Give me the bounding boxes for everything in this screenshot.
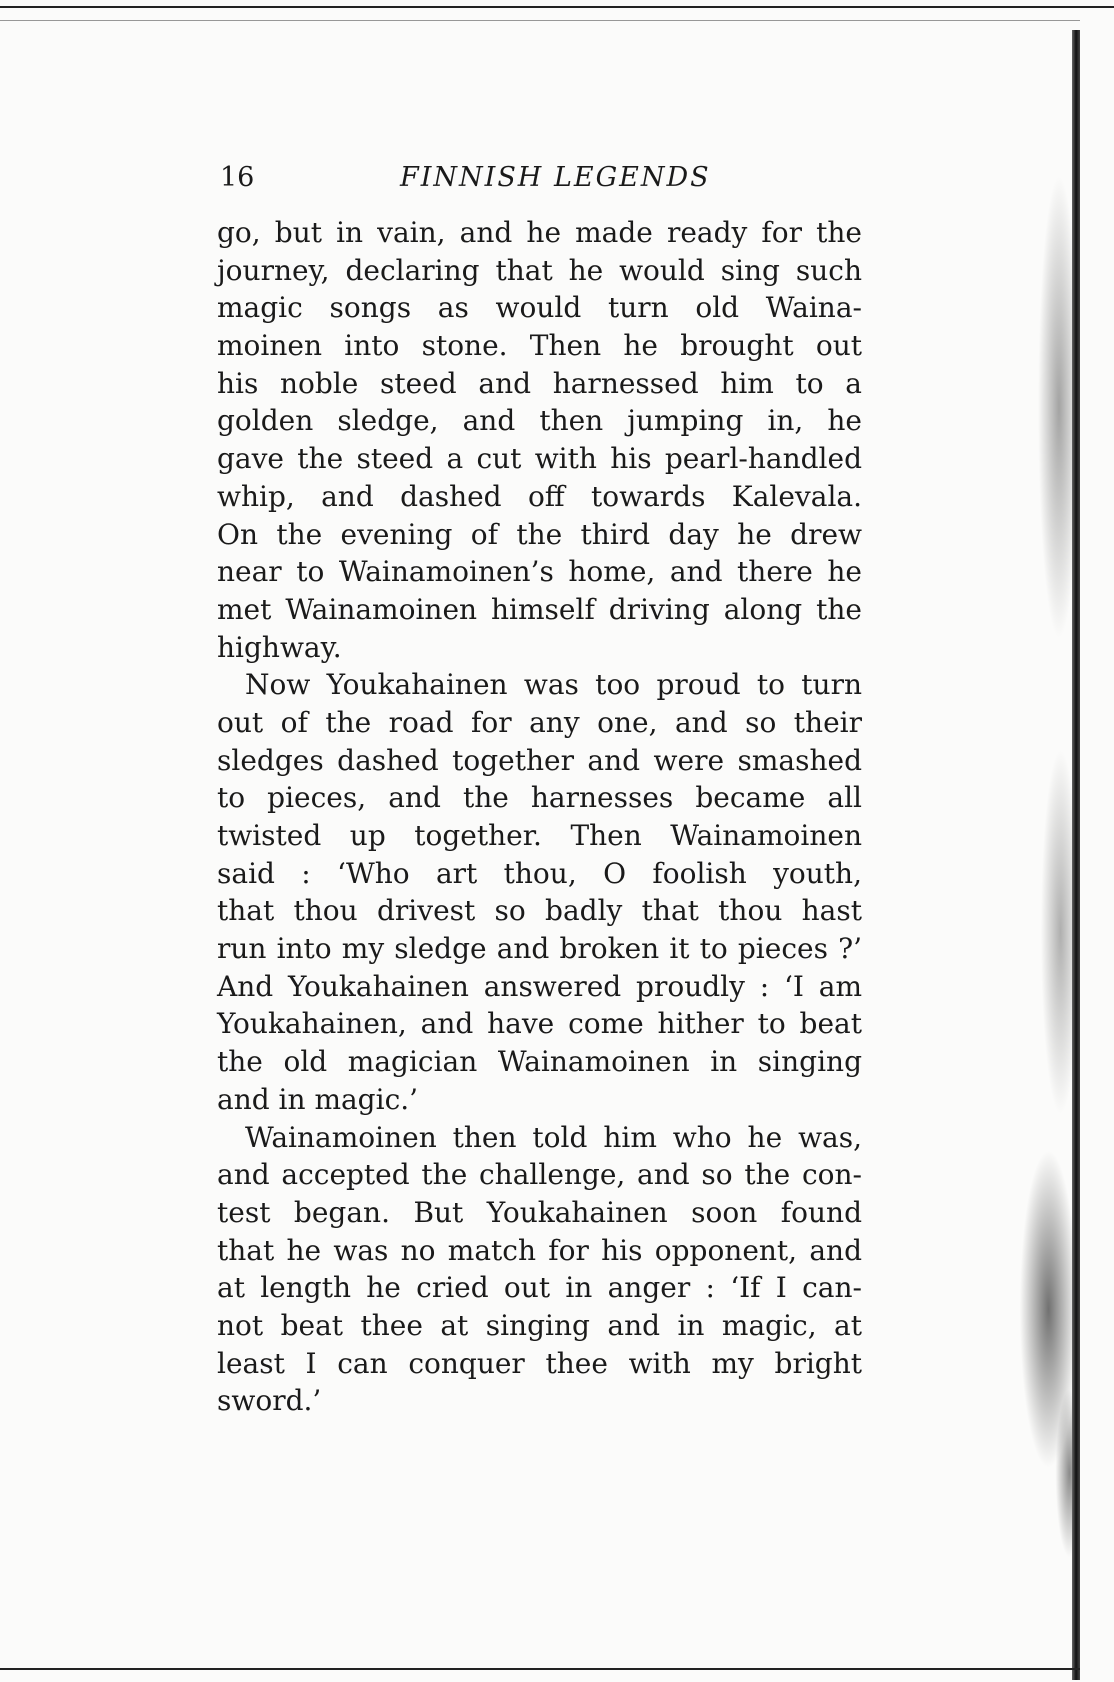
text-line: near to Wainamoinen’s home, and there he xyxy=(217,555,862,589)
text-line: his noble steed and harnessed him to a xyxy=(217,366,862,400)
text-line: gave the steed a cut with his pearl-handled xyxy=(217,442,862,476)
text-line: to pieces, and the harnesses became all xyxy=(217,781,862,815)
text-line: On the evening of the third day he drew xyxy=(217,517,862,551)
text-line: And Youkahainen answered proudly : ‘I am xyxy=(217,969,862,1003)
text-line: journey, declaring that he would sing such xyxy=(217,253,862,287)
text-line: not beat thee at singing and in magic, at xyxy=(217,1308,862,1342)
page-top-edge-shadow xyxy=(0,20,1080,21)
book-spine xyxy=(1072,30,1080,1680)
text-line: test began. But Youkahainen soon found xyxy=(217,1195,862,1229)
running-header xyxy=(220,162,920,202)
text-line: highway. xyxy=(217,630,342,664)
text-line: run into my sledge and broken it to pieces ?’ xyxy=(217,932,862,966)
text-line: the old magician Wainamoinen in singing xyxy=(217,1045,862,1079)
page-top-edge xyxy=(0,6,1114,8)
text-line: golden sledge, and then jumping in, he xyxy=(217,404,862,438)
text-line: and accepted the challenge, and so the con- xyxy=(217,1158,862,1192)
text-line: sledges dashed together and were smashed xyxy=(217,743,862,777)
text-line: sword.’ xyxy=(217,1384,322,1418)
running-title: FINNISH LEGENDS xyxy=(400,162,711,193)
text-line: Wainamoinen then told him who he was, xyxy=(245,1120,862,1154)
text-line: out of the road for any one, and so their xyxy=(217,705,862,739)
text-line: go, but in vain, and he made ready for the xyxy=(217,216,862,249)
text-line: twisted up together. Then Wainamoinen xyxy=(217,819,862,852)
text-line: least I can conquer thee with my bright xyxy=(217,1346,862,1380)
text-line: said : ‘Who art thou, O foolish youth, xyxy=(217,856,862,890)
text-line: met Wainamoinen himself driving along the xyxy=(217,592,862,626)
text-line: magic songs as would turn old Waina- xyxy=(217,291,862,325)
text-line: whip, and dashed off towards Kalevala. xyxy=(217,479,862,513)
text-line: and in magic.’ xyxy=(217,1082,419,1116)
text-line: Youkahainen, and have come hither to beat xyxy=(217,1007,862,1041)
text-line: that he was no match for his opponent, and xyxy=(217,1233,862,1267)
page-number: 16 xyxy=(220,162,255,193)
text-line: that thou drivest so badly that thou hast xyxy=(217,894,862,928)
page-bottom-edge xyxy=(0,1668,1080,1670)
text-line: at length he cried out in anger : ‘If I can- xyxy=(217,1271,862,1305)
text-line: moinen into stone. Then he brought out xyxy=(217,329,862,363)
binding-shadow xyxy=(1010,30,1080,1670)
text-line: Now Youkahainen was too proud to turn xyxy=(245,668,862,702)
body-text xyxy=(217,214,862,1420)
